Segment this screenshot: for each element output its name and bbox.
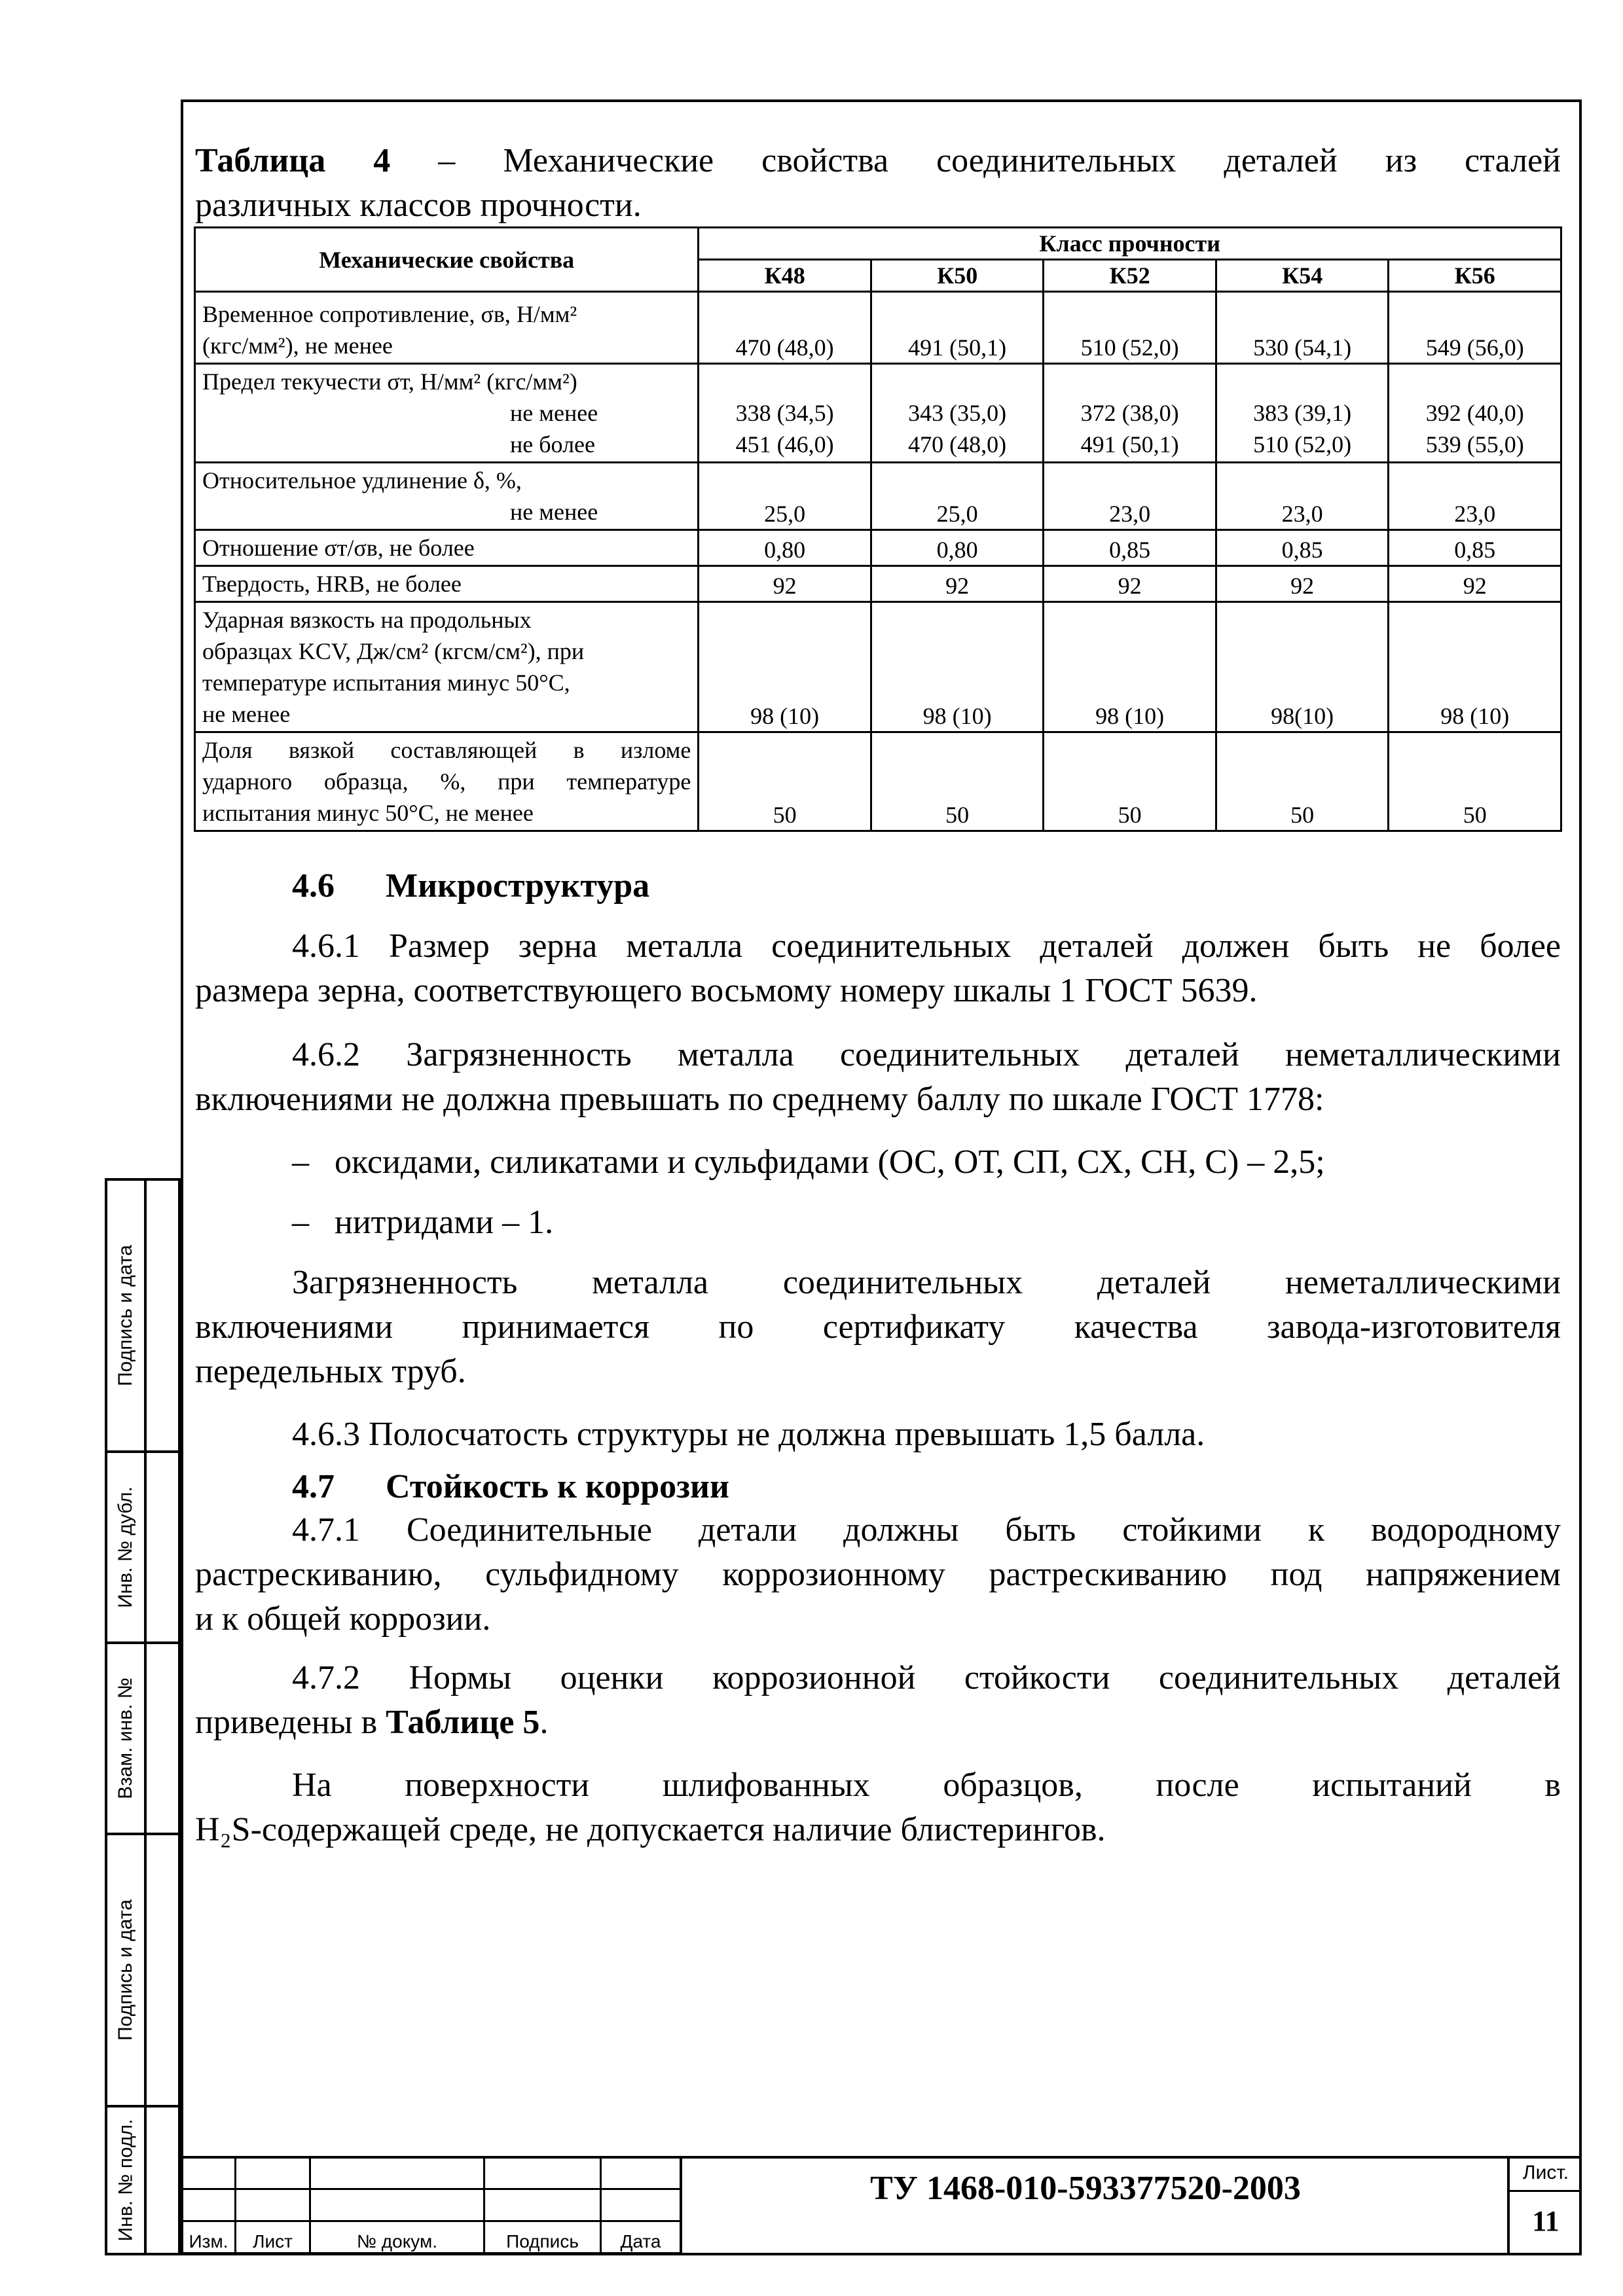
paragraph-4-6-3: 4.6.3 Полосчатость структуры не должна превышать 1,5 балла. <box>292 1416 1205 1453</box>
row-label <box>195 602 699 732</box>
table-title-rest: – Механические свойства соединительных деталей из сталей <box>438 142 1561 179</box>
table-cell: 92 <box>1044 566 1216 602</box>
table-cell: 23,0 <box>1044 463 1216 530</box>
table-row-elongation <box>195 463 1561 530</box>
table-cell: 92 <box>871 566 1044 602</box>
table-cell: 0,80 <box>699 530 871 566</box>
table-cell: 92 <box>1216 566 1389 602</box>
table-5-reference: Таблице 5 <box>386 1704 540 1741</box>
side-block-inv-dubl <box>105 1450 181 1644</box>
row-label-line: ударного образца, %, при температуре <box>202 768 691 795</box>
class-k56: К56 <box>1389 260 1561 292</box>
table-cell: 25,0 <box>699 463 871 530</box>
paragraph-contamination-line-1: Загрязненность металла соединительных деталей неметаллическими <box>292 1264 1561 1301</box>
table-cell: 392 (40,0) 539 (55,0) <box>1389 364 1561 463</box>
stamp-signature: Подпись <box>484 2221 601 2253</box>
row-label <box>195 364 699 463</box>
stamp-date: Дата <box>601 2221 681 2253</box>
table-cell: 92 <box>1389 566 1561 602</box>
table-cell: 0,80 <box>871 530 1044 566</box>
list-item: – оксидами, силикатами и сульфидами (ОС, ОТ, СП, СХ, СН, С) – 2,5; <box>292 1143 1325 1181</box>
table-cell: 491 (50,1) <box>871 292 1044 364</box>
class-k54: К54 <box>1216 260 1389 292</box>
side-block-vzam-inv <box>105 1641 181 1835</box>
section-4-7-heading: 4.7 Стойкость к коррозии <box>292 1468 729 1505</box>
side-block-inv-podl <box>105 2105 181 2255</box>
table-cell: 510 (52,0) <box>1044 292 1216 364</box>
mechanical-properties-table <box>194 226 1562 832</box>
row-label-line: Доля вязкой составляющей в изломе <box>202 737 691 763</box>
row-label: Твердость, HRB, не более <box>195 566 699 602</box>
side-label-signature-date-2: Подпись и дата <box>115 1899 136 2041</box>
class-k48: К48 <box>699 260 871 292</box>
stamp-izm: Изм. <box>182 2221 236 2253</box>
table-cell: 25,0 <box>871 463 1044 530</box>
row-label-line: Ударная вязкость на продольных <box>202 607 532 633</box>
stamp-list: Лист <box>236 2221 310 2253</box>
table-cell: 23,0 <box>1216 463 1389 530</box>
document-code: ТУ 1468-010-593377520-2003 <box>870 2170 1301 2207</box>
paragraph-4-7-2-line-1: 4.7.2 Нормы оценки коррозионной стойкости соединительных деталей <box>292 1659 1561 1696</box>
table-cell: 98 (10) <box>699 602 871 732</box>
row-label-line: образцах KCV, Дж/см² (кгсм/см²), при <box>202 638 585 664</box>
paragraph-4-6-1-line-2: размера зерна, соответствующего восьмому номеру шкалы 1 ГОСТ 5639. <box>195 972 1258 1009</box>
paragraph-4-6-2-line-1: 4.6.2 Загрязненность металла соединительных деталей неметаллическими <box>292 1036 1561 1073</box>
table-cell: 0,85 <box>1216 530 1389 566</box>
row-label <box>195 732 699 831</box>
table-cell: 530 (54,1) <box>1216 292 1389 364</box>
table-cell: 383 (39,1) 510 (52,0) <box>1216 364 1389 463</box>
row-label-line: Предел текучести σт, Н/мм² (кгс/мм²) <box>202 368 577 395</box>
table-title-line-2: различных классов прочности. <box>195 187 642 224</box>
row-label-line: не менее <box>510 499 598 525</box>
sheet-number: 11 <box>1532 2205 1559 2237</box>
paragraph-4-7-1-line-3: и к общей коррозии. <box>195 1600 491 1638</box>
side-label-inv-dubl: Инв. № дубл. <box>115 1486 136 1608</box>
row-label-line: не менее <box>510 400 598 426</box>
table-cell: 50 <box>1044 732 1216 831</box>
table-cell: 98(10) <box>1216 602 1389 732</box>
side-label-inv-podl: Инв. № подл. <box>115 2119 136 2242</box>
row-label-line: Относительное удлинение δ, %, <box>202 467 522 493</box>
table-row-hardness <box>195 566 1561 602</box>
table-cell: 23,0 <box>1389 463 1561 530</box>
row-label-line: не более <box>510 431 596 457</box>
table-cell: 372 (38,0) 491 (50,1) <box>1044 364 1216 463</box>
table-row-yield <box>195 364 1561 463</box>
paragraph-surface-line-1: На поверхности шлифованных образцов, после испытаний в <box>292 1767 1561 1804</box>
row-label-line: испытания минус 50°С, не менее <box>202 800 534 826</box>
row-label-line: (кгс/мм²), не менее <box>202 332 393 359</box>
paragraph-4-7-2-line-2 <box>195 1700 1561 1745</box>
paragraph-4-7-1-line-1: 4.7.1 Соединительные детали должны быть стойкими к водородному <box>292 1511 1561 1549</box>
table-header-row <box>195 228 1561 260</box>
table-cell: 98 (10) <box>1389 602 1561 732</box>
row-label <box>195 292 699 364</box>
section-4-6-heading: 4.6 Микроструктура <box>292 867 650 905</box>
text-run: приведены в <box>195 1704 386 1741</box>
table-cell: 0,85 <box>1044 530 1216 566</box>
table-cell: 98 (10) <box>871 602 1044 732</box>
revision-table <box>181 2156 682 2254</box>
stamp-doc-num: № докум. <box>310 2221 484 2253</box>
table-row-ratio <box>195 530 1561 566</box>
paragraph-4-6-1-line-1: 4.6.1 Размер зерна металла соединительных деталей должен быть не более <box>292 927 1561 965</box>
table-cell: 50 <box>871 732 1044 831</box>
paragraph-contamination-line-3: передельных труб. <box>195 1353 466 1390</box>
side-label-vzam-inv: Взам. инв. № <box>115 1677 137 1799</box>
table-cell: 338 (34,5) 451 (46,0) <box>699 364 871 463</box>
paragraph-4-7-1-line-2: растрескиванию, сульфидному коррозионному растрескиванию под напряжением <box>195 1556 1561 1593</box>
table-cell: 50 <box>1216 732 1389 831</box>
table-cell: 343 (35,0) 470 (48,0) <box>871 364 1044 463</box>
table-title-line-1 <box>195 139 1561 183</box>
table-cell: 549 (56,0) <box>1389 292 1561 364</box>
side-block-signature-1 <box>105 1178 181 1453</box>
table-cell: 50 <box>699 732 871 831</box>
side-label-signature-date-1: Подпись и дата <box>115 1245 136 1386</box>
table-row-ductile-share <box>195 732 1561 831</box>
text-run: . <box>539 1704 549 1741</box>
header-strength-class: Класс прочности <box>699 228 1561 260</box>
row-label <box>195 463 699 530</box>
table-row-tensile <box>195 292 1561 364</box>
table-cell: 470 (48,0) <box>699 292 871 364</box>
row-label-line: не менее <box>202 701 291 727</box>
row-label-line: Временное сопротивление, σв, Н/мм² <box>202 301 577 327</box>
paragraph-4-6-2-line-2: включениями не должна превышать по среднему баллу по шкале ГОСТ 1778: <box>195 1081 1324 1118</box>
sheet-number-box <box>1507 2156 1582 2255</box>
row-label-line: температуре испытания минус 50°С, <box>202 670 570 696</box>
list-item: – нитридами – 1. <box>292 1204 554 1241</box>
side-block-signature-2 <box>105 1833 181 2108</box>
table-cell: 50 <box>1389 732 1561 831</box>
paragraph-contamination-line-2: включениями принимается по сертификату качества завода-изготовителя <box>195 1308 1561 1346</box>
table-title-label: Таблица 4 <box>195 142 391 179</box>
class-k50: К50 <box>871 260 1044 292</box>
table-cell: 92 <box>699 566 871 602</box>
table-cell: 98 (10) <box>1044 602 1216 732</box>
header-properties: Механические свойства <box>195 228 699 292</box>
table-row-impact <box>195 602 1561 732</box>
row-label: Отношение σт/σв, не более <box>195 530 699 566</box>
sheet-label: Лист. <box>1510 2156 1582 2192</box>
table-cell: 0,85 <box>1389 530 1561 566</box>
paragraph-surface-line-2: H₂S-содержащей среде, не допускается наличие блистерингов. <box>195 1811 1106 1848</box>
class-k52: К52 <box>1044 260 1216 292</box>
